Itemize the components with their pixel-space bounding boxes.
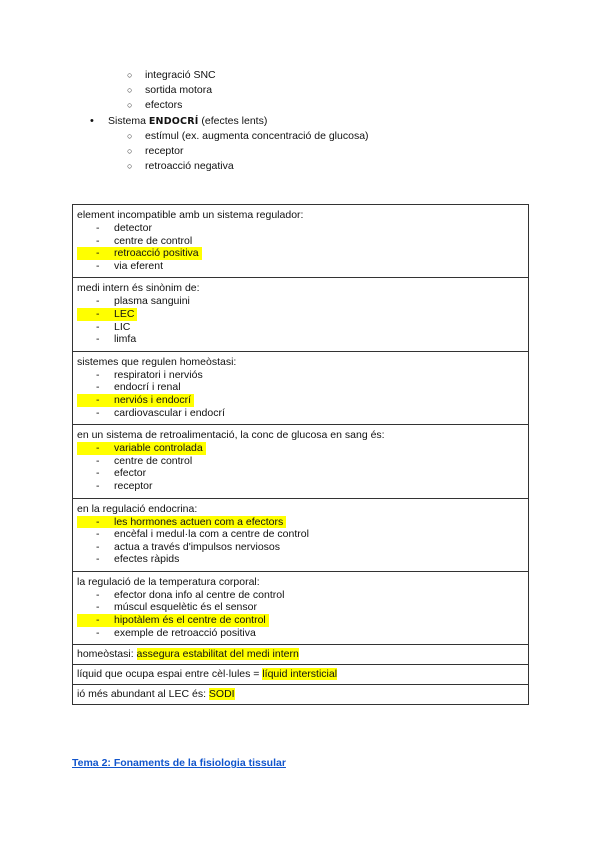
dash-bullet-icon: - (96, 320, 100, 333)
quiz-single-line (73, 644, 528, 664)
outline-subitem: ○ sortida motora (0, 83, 600, 98)
option-text: plasma sanguini (114, 295, 190, 308)
highlighted-answer: assegura estabilitat del medi intern (136, 648, 299, 661)
option-text: encèfal i medul·la com a centre de control (114, 528, 309, 541)
option-text: variable controlada (114, 442, 203, 455)
option-text: limfa (114, 333, 137, 346)
option-text: hipotàlem és el centre de control (114, 614, 266, 627)
quiz-question-block (73, 424, 528, 497)
answer-option (77, 589, 524, 602)
quiz-table (72, 204, 529, 705)
dash-bullet-icon: - (96, 295, 100, 308)
quiz-single-line (73, 684, 528, 704)
option-text: les hormones actuen com a efectors (114, 515, 284, 528)
outline-subitem: ○ receptor (0, 144, 600, 159)
outline-subitem: ○ efectors (0, 98, 600, 113)
quiz-single-line (73, 664, 528, 684)
outline-subitem: ○ retroacció negativa (0, 159, 600, 174)
option-text: endocrí i renal (114, 381, 181, 394)
highlighted-answer: líquid intersticial (262, 668, 338, 681)
hollow-bullet-icon: ○ (127, 100, 133, 111)
hollow-bullet-icon: ○ (127, 85, 133, 96)
dash-bullet-icon: - (96, 528, 100, 541)
hollow-bullet-icon: ○ (127, 130, 133, 141)
answer-option-correct (77, 516, 286, 529)
notes-outline (0, 68, 600, 174)
option-text: receptor (114, 479, 153, 492)
dash-bullet-icon: - (96, 368, 100, 381)
dash-bullet-icon: - (96, 588, 100, 601)
quiz-question-block (73, 205, 528, 277)
quiz-question-block (73, 498, 528, 571)
prompt-text: líquid que ocupa espai entre cèl·lules = (77, 668, 260, 681)
dash-bullet-icon: - (96, 333, 100, 346)
quiz-question-block (73, 351, 528, 424)
option-text: detector (114, 222, 152, 234)
option-text: efectes ràpids (114, 553, 180, 566)
dash-bullet-icon: - (96, 381, 100, 394)
dash-bullet-icon: - (96, 442, 100, 455)
quiz-question-block (73, 571, 528, 644)
answer-option (77, 369, 524, 382)
filled-bullet-icon: • (90, 114, 94, 127)
dash-bullet-icon: - (96, 222, 100, 234)
outline-subitem: ○ integració SNC (0, 68, 600, 83)
hollow-bullet-icon: ○ (127, 161, 133, 172)
prompt-text: homeòstasi: (77, 648, 134, 661)
option-text: múscul esquelètic és el sensor (114, 601, 257, 614)
outline-item-endocrine-system: • Sistema ENDOCRÍ (efectes lents) (0, 114, 600, 129)
hollow-bullet-icon: ○ (127, 145, 133, 156)
question-text: en la regulació endocrina: (77, 502, 198, 515)
dash-bullet-icon: - (96, 626, 100, 639)
outline-subitem: ○ estímul (ex. augmenta concentració de glucosa) (0, 129, 600, 144)
question-text: sistemes que regulen homeòstasi: (77, 355, 237, 368)
dash-bullet-icon: - (96, 393, 100, 406)
dash-bullet-icon: - (96, 553, 100, 566)
option-text: efector (114, 467, 147, 480)
question-text: element incompatible amb un sistema regulador: (77, 209, 304, 221)
option-text: cardiovascular i endocrí (114, 406, 225, 419)
answer-option (77, 235, 524, 248)
answer-option (77, 467, 524, 480)
option-text: centre de control (114, 454, 193, 467)
answer-option (77, 541, 524, 554)
answer-option (77, 528, 524, 541)
option-text: centre de control (114, 234, 193, 247)
hollow-bullet-icon: ○ (127, 70, 133, 80)
dash-bullet-icon: - (96, 479, 100, 492)
option-text: exemple de retroacció positiva (114, 626, 256, 639)
answer-option-correct (77, 308, 137, 321)
dash-bullet-icon: - (96, 234, 100, 247)
answer-option (77, 333, 524, 346)
quiz-question-block (73, 277, 528, 350)
option-text: nerviós i endocrí (114, 393, 192, 406)
answer-option (77, 295, 524, 308)
option-text: respiratori i nerviós (114, 368, 203, 381)
option-text: actua a través d'impulsos nerviosos (114, 540, 281, 553)
question-text: la regulació de la temperatura corporal: (77, 575, 260, 588)
option-text: LEC (114, 307, 135, 320)
answer-option (77, 222, 524, 235)
question-text: en un sistema de retroalimentació, la conc de glucosa en sang és: (77, 429, 385, 442)
answer-option (77, 601, 524, 614)
option-text: LIC (114, 320, 131, 333)
dash-bullet-icon: - (96, 601, 100, 614)
dash-bullet-icon: - (96, 467, 100, 480)
option-text: via eferent (114, 259, 164, 272)
bold-term: ENDOCRÍ (148, 115, 199, 127)
question-text: medi intern és sinònim de: (77, 282, 200, 295)
highlighted-answer: SODI (208, 688, 235, 701)
answer-option (77, 553, 524, 566)
dash-bullet-icon: - (96, 259, 100, 272)
answer-option (77, 407, 524, 420)
answer-option (77, 321, 524, 334)
dash-bullet-icon: - (96, 540, 100, 553)
answer-option-correct (77, 614, 269, 627)
answer-option (77, 480, 524, 493)
answer-option-correct (77, 394, 194, 407)
answer-option (77, 455, 524, 468)
dash-bullet-icon: - (96, 307, 100, 320)
dash-bullet-icon: - (96, 247, 100, 260)
dash-bullet-icon: - (96, 515, 100, 528)
dash-bullet-icon: - (96, 454, 100, 467)
option-text: efector dona info al centre de control (114, 588, 285, 601)
answer-option-correct (77, 442, 206, 455)
answer-option-correct (77, 247, 202, 260)
dash-bullet-icon: - (96, 614, 100, 627)
option-text: retroacció positiva (114, 247, 199, 260)
prompt-text: ió més abundant al LEC és: (77, 688, 206, 701)
answer-option (77, 260, 524, 273)
answer-option (77, 627, 524, 640)
next-topic-link[interactable]: Tema 2: Fonaments de la fisiologia tissular (72, 757, 286, 769)
dash-bullet-icon: - (96, 406, 100, 419)
answer-option (77, 381, 524, 394)
